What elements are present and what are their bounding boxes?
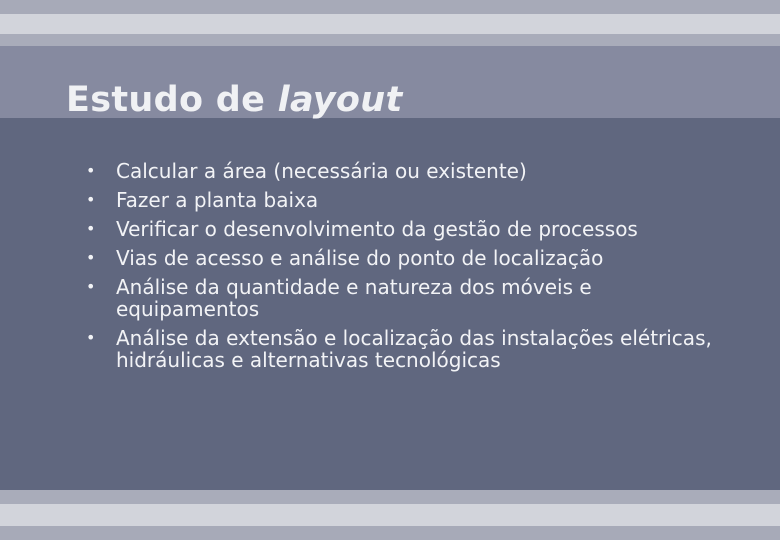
bullet-text: Análise da quantidade e natureza dos móveis e equipamentos xyxy=(116,275,592,321)
bullet-item xyxy=(86,189,726,211)
slide-title-prefix: Estudo de xyxy=(66,80,278,120)
bullet-dot-icon: • xyxy=(86,219,96,238)
bottom-stripe-1 xyxy=(0,490,780,504)
bullet-item xyxy=(86,218,726,240)
bullet-item xyxy=(86,327,726,371)
top-stripe-1 xyxy=(0,0,780,14)
slide-title-emphasis: layout xyxy=(277,80,403,120)
bullet-text: Fazer a planta baixa xyxy=(116,188,319,212)
bullet-item xyxy=(86,247,726,269)
bullet-dot-icon: • xyxy=(86,328,96,347)
bullet-text: Verificar o desenvolvimento da gestão de processos xyxy=(116,217,638,241)
bullet-item xyxy=(86,276,726,320)
bullet-dot-icon: • xyxy=(86,190,96,209)
top-stripe-2 xyxy=(0,14,780,34)
bullet-text: Análise da extensão e localização das instalações elétricas, hidráulicas e alternativas tecnológicas xyxy=(116,326,712,372)
bullet-dot-icon: • xyxy=(86,248,96,267)
bullet-text: Vias de acesso e análise do ponto de localização xyxy=(116,246,604,270)
top-stripe-3 xyxy=(0,34,780,46)
bullet-item xyxy=(86,160,726,182)
bullet-text: Calcular a área (necessária ou existente) xyxy=(116,159,527,183)
slide-title xyxy=(66,78,403,122)
bullet-dot-icon: • xyxy=(86,277,96,296)
bottom-stripe-2 xyxy=(0,504,780,526)
bullet-dot-icon: • xyxy=(86,161,96,180)
bottom-stripe-3 xyxy=(0,526,780,540)
bullet-list xyxy=(86,160,726,378)
